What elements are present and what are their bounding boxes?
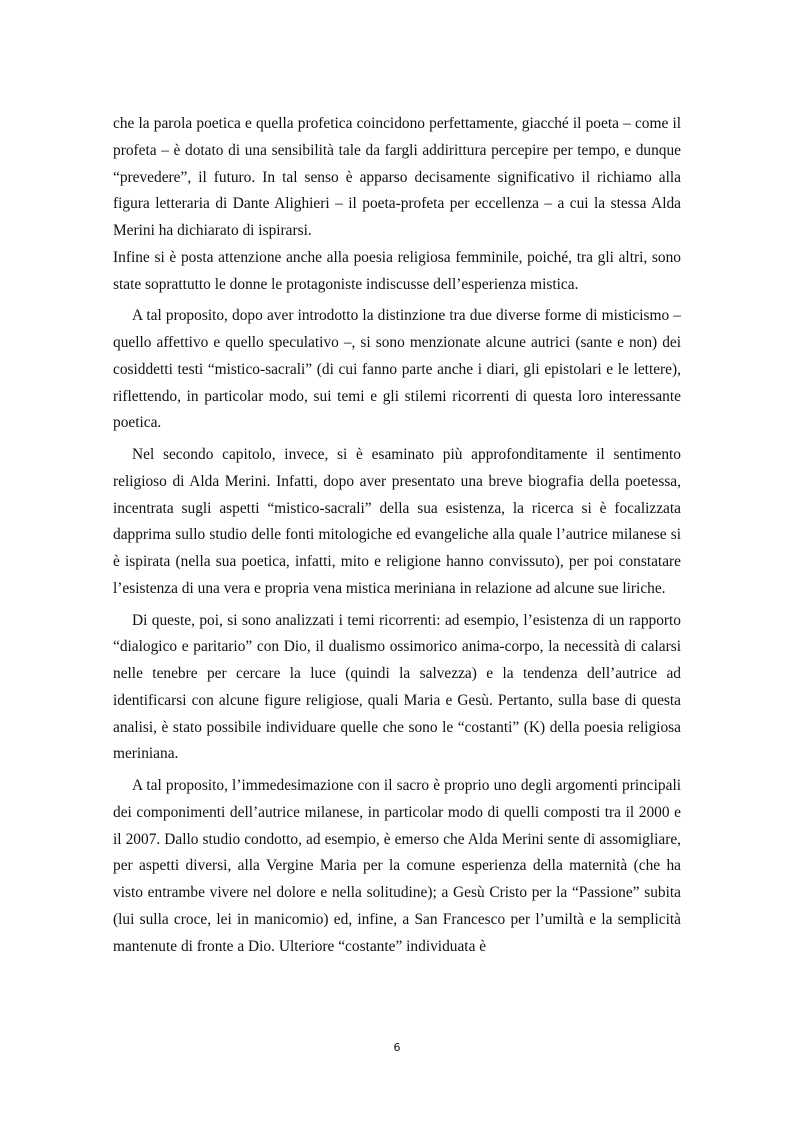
paragraph-female-religious-poetry: Infine si è posta attenzione anche alla poesia religiosa femminile, poiché, tra gli altri, sono state soprattutto le donne le protagoniste indiscusse dell’esperienza mistica. [113,248,681,293]
paragraph-continuation: che la parola poetica e quella profetica coincidono perfettamente, giacché il poeta – come il profeta – è dotato di una sensibilità tale da fargli addirittura percepire per tempo, e dunque “prevedere”, il futuro. In tal senso è apparso decisamente significativo il richiamo alla figura letteraria di Dante Alighieri – il poeta-profeta per eccellenza – a cui la stessa Alda Merini ha dichiarato di ispirarsi. [113,115,681,239]
paragraph-recurring-themes: Di queste, poi, si sono analizzati i temi ricorrenti: ad esempio, l’esistenza di un rapporto “dialogico e paritario” con Dio, il dualismo ossimorico anima-corpo, la necessità di calarsi nelle tenebre per cercare la luce (quindi la salvezza) e la tendenza dell’autrice ad identificarsi con alcune figure religiose, quali Maria e Gesù. Pertanto, sulla base di questa analisi, è stato possibile individuare quelle che sono le “costanti” (K) della poesia religiosa meriniana. [113,611,681,763]
paragraph-second-chapter: Nel secondo capitolo, invece, si è esaminato più approfonditamente il sentimento religioso di Alda Merini. Infatti, dopo aver presentato una breve biografia della poetessa, incentrata sugli aspetti “mistico-sacrali” della sua esistenza, la ricerca si è focalizzata dapprima sullo studio delle fonti mitologiche ed evangeliche alla quale l’autrice milanese si è ispirata (nella sua poetica, infatti, mito e religione hanno convissuto), per poi constatare l’esistenza di una vera e propria vena mistica meriniana in relazione ad alcune sue liriche. [113,446,681,597]
page-number: 6 [393,1041,401,1054]
paragraph-identification-sacred: A tal proposito, l’immedesimazione con il sacro è proprio uno degli argomenti principali dei componimenti dell’autrice milanese, in particolar modo di quelli composti tra il 2000 e il 2007. Dallo studio condotto, ad esempio, è emerso che Alda Merini sente di assomigliare, per aspetti diversi, alla Vergine Maria per la comune esperienza della maternità (che ha visto entrambe vivere nel dolore e nella solitudine); a Gesù Cristo per la “Passione” subita (lui sulla croce, lei in manicomio) ed, infine, a San Francesco per l’umiltà e la semplicità mantenute di fronte a Dio. Ulteriore “costante” individuata è [113,777,681,955]
body-text [113,111,681,965]
paragraph-mysticism-forms: A tal proposito, dopo aver introdotto la distinzione tra due diverse forme di misticismo – quello affettivo e quello speculativo –, si sono menzionate alcune autrici (sante e non) dei cosiddetti testi “mistico-sacrali” (di cui fanno parte anche i diari, gli epistolari e le lettere), riflettendo, in particolar modo, sui temi e gli stilemi ricorrenti di questa loro interessante poetica. [113,307,681,432]
